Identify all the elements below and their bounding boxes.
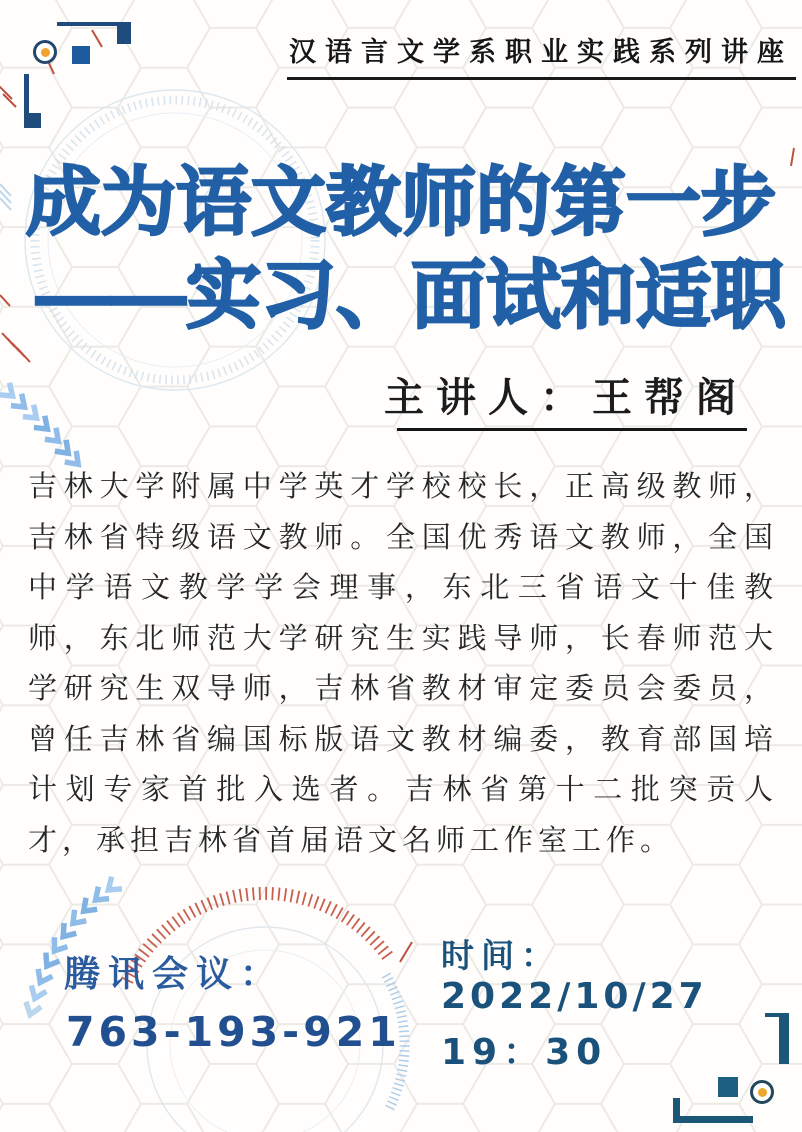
circle-dot-top-left-center-icon: [41, 48, 50, 57]
corner-bracket-bottom-right-stub-icon: [765, 1013, 789, 1017]
l-bracket-bottom-right-stub-icon: [673, 1098, 680, 1123]
meeting-id: 763-193-921: [66, 1008, 401, 1056]
meeting-label: 腾讯会议：: [64, 953, 285, 994]
speaker-line: [384, 366, 748, 423]
square-bottom-right-icon: [718, 1077, 738, 1097]
schedule-time: 19：30: [441, 1032, 608, 1073]
corner-bracket-top-left-stub-icon: [117, 22, 131, 44]
speaker-label: 主讲人：: [384, 375, 592, 420]
square-top-left-icon: [72, 46, 90, 64]
bio-line: 才，承担吉林省首届语文名师工作室工作。: [28, 824, 675, 857]
bio-line: 吉林省特级语文教师。全国优秀语文教师，全国: [28, 521, 778, 554]
bio-line: 学研究生双导师，吉林省教材审定委员会委员，: [28, 673, 778, 705]
bio-line: 吉林大学附属中学英才学校校长，正高级教师，: [28, 471, 778, 503]
main-title-line-1: 成为语文教师的第一步: [25, 160, 776, 244]
l-bracket-bottom-right-icon: [673, 1116, 753, 1123]
series-title-underline: [287, 77, 796, 80]
schedule-date: 2022/10/27: [441, 976, 708, 1017]
speaker-name: 王帮阁: [592, 375, 748, 420]
main-title-line-2: ——实习、面试和适职: [35, 253, 786, 337]
bio-paragraph: [28, 462, 778, 866]
circle-dot-bottom-right-center-icon: [758, 1088, 767, 1097]
bio-line: 计划专家首批入选者。吉林省第十二批突贡人: [28, 774, 778, 806]
series-title: 汉语言文学系职业实践系列讲座: [289, 37, 793, 67]
schedule-label: 时间：: [441, 937, 561, 974]
bio-line: 师，东北师范大学研究生实践导师，长春师范大: [28, 622, 778, 655]
speaker-underline: [397, 428, 747, 431]
corner-bracket-bottom-right-icon: [779, 1013, 789, 1064]
chevron-arrows-top-icon: [0, 383, 84, 470]
bio-line: 中学语文教学学会理事，东北三省语文十佳教: [28, 572, 778, 604]
main-title: [0, 156, 802, 342]
bio-line: 曾任吉林省编国标版语文教材编委，教育部国培: [28, 723, 778, 756]
l-bracket-top-left-icon: [24, 74, 29, 118]
l-bracket-top-left-foot-icon: [24, 113, 41, 128]
